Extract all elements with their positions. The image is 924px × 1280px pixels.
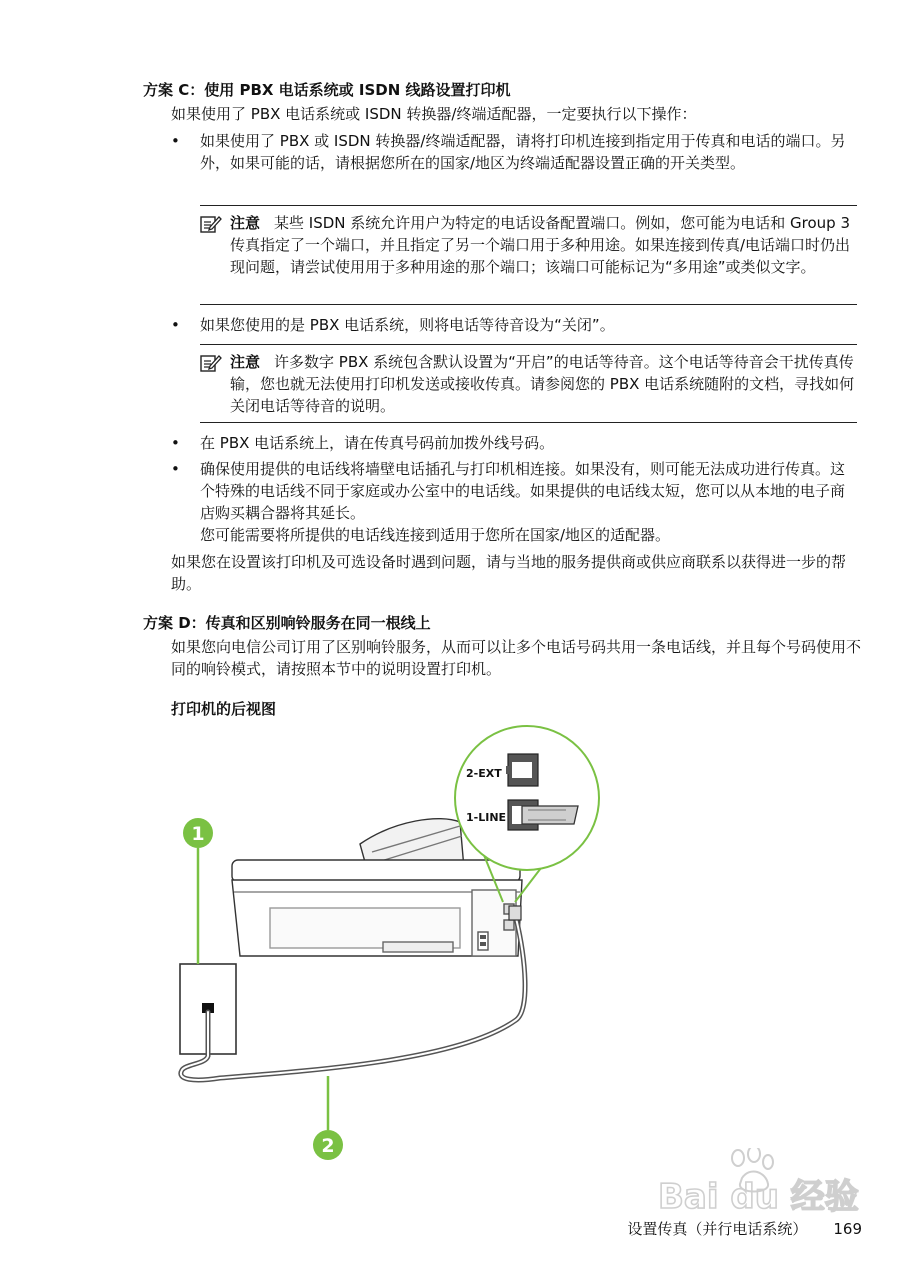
note-icon — [200, 214, 222, 234]
bullet-marker: • — [171, 316, 180, 334]
callout-2-number: 2 — [321, 1135, 335, 1157]
section-d-intro: 如果您向电信公司订用了区别响铃服务，从而可以让多个电话号码共用一条电话线，并且每个号码使用不同的响铃模式，请按照本节中的说明设置打印机。 — [171, 638, 862, 678]
note-text: 某些 ISDN 系统允许用户为特定的电话设备配置端口。例如，您可能为电话和 Group 3 传真指定了一个端口，并且指定了另一个端口用于多种用途。如果连接到传真/电话端口时仍出现问题，请尝试使用用于多种用途的那个端口；该端口可能标记为“多用途”或类似文字。 — [230, 214, 851, 276]
note-isdn-ports — [230, 212, 858, 278]
note-call-waiting-tone — [230, 351, 858, 417]
callout-2 — [313, 1076, 343, 1160]
baidu-watermark-logo — [650, 1148, 870, 1218]
ext-port-icon — [506, 754, 538, 786]
bullet-adapter-note: 您可能需要将所提供的电话线连接到适用于您所在国家/地区的适配器。 — [200, 526, 671, 544]
note-icon — [200, 353, 222, 373]
note-top-rule — [200, 344, 857, 345]
section-c-closing: 如果您在设置该打印机及可选设备时遇到问题，请与当地的服务提供商或供应商联系以获得进一步的帮助。 — [171, 553, 847, 593]
bullet-pbx-isdn-port: 如果使用了 PBX 或 ISDN 转换器/终端适配器，请将打印机连接到指定用于传真和电话的端口。另外，如果可能的话，请根据您所在的国家/地区为终端适配器设置正确的开关类型。 — [200, 132, 846, 172]
bullet-marker: • — [171, 132, 180, 150]
note-label: 注意 — [230, 353, 261, 371]
port-ext-label: 2-EXT — [466, 767, 502, 780]
note-label: 注意 — [230, 214, 261, 232]
note-top-rule — [200, 205, 857, 206]
callout-1-number: 1 — [191, 823, 205, 845]
section-c-title: 方案 C：使用 PBX 电话系统或 ISDN 线路设置打印机 — [143, 81, 511, 99]
callout-1 — [183, 818, 213, 964]
footer-section-title: 设置传真（并行电话系统） — [627, 1220, 808, 1238]
watermark-text: Bai du 经验 — [658, 1177, 859, 1217]
page-number: 169 — [833, 1220, 862, 1238]
section-d-title: 方案 D：传真和区别响铃服务在同一根线上 — [143, 614, 431, 632]
port-line-label: 1-LINE — [466, 811, 507, 824]
bullet-dial-prefix: 在 PBX 电话系统上，请在传真号码前加拨外线号码。 — [200, 434, 555, 452]
figure-title: 打印机的后视图 — [171, 700, 277, 718]
bullet-marker: • — [171, 434, 180, 452]
page-footer — [627, 1218, 862, 1240]
section-c-intro: 如果使用了 PBX 电话系统或 ISDN 转换器/终端适配器，一定要执行以下操作： — [171, 105, 697, 123]
bullet-call-waiting: 如果您使用的是 PBX 电话系统，则将电话等待音设为“关闭”。 — [200, 316, 615, 334]
note-bottom-rule — [200, 304, 857, 305]
note-bottom-rule — [200, 422, 857, 423]
bullet-marker: • — [171, 460, 180, 478]
printer-rear-view-diagram — [160, 720, 620, 1170]
bullet-phone-cord: 确保使用提供的电话线将墙壁电话插孔与打印机相连接。如果没有，则可能无法成功进行传真。这个特殊的电话线不同于家庭或办公室中的电话线。如果提供的电话线太短，您可以从本地的电子商店购买耦合器将其延长。 — [200, 460, 846, 522]
note-text: 许多数字 PBX 系统包含默认设置为“开启”的电话等待音。这个电话等待音会干扰传真传输，您也就无法使用打印机发送或接收传真。请参阅您的 PBX 电话系统随附的文档，寻找如何关闭电话等待音的说明。 — [230, 353, 855, 415]
